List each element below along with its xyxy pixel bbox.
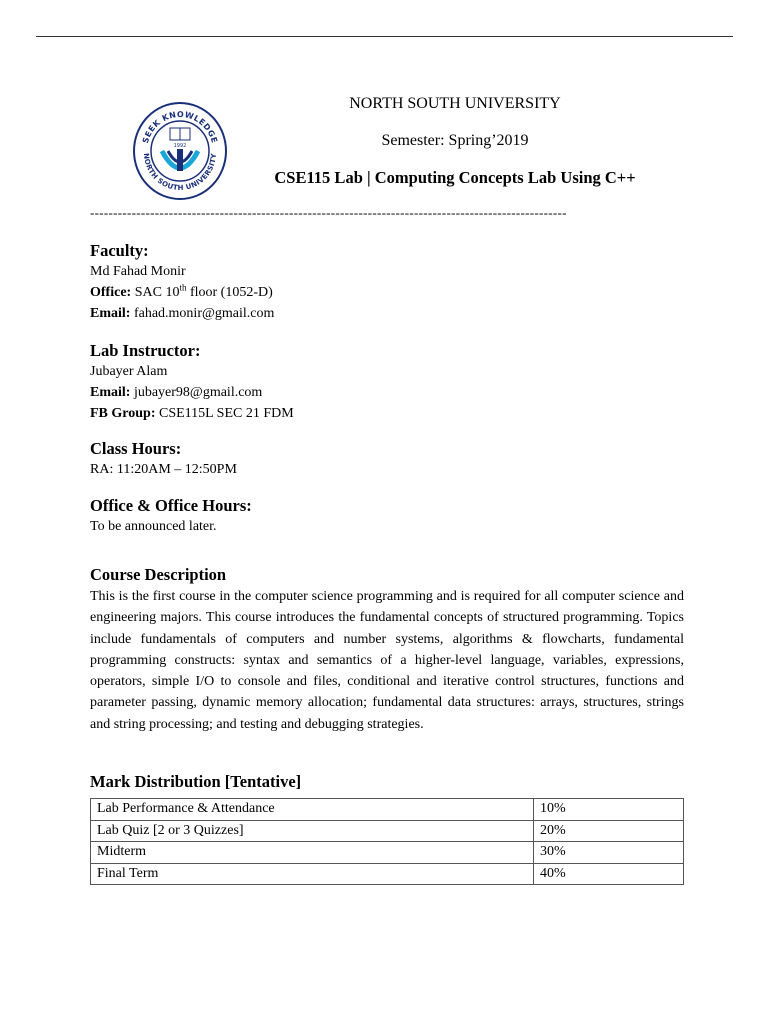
instructor-email-value: jubayer98@gmail.com: [133, 385, 263, 400]
mark-item: Lab Quiz [2 or 3 Quizzes]: [91, 820, 534, 842]
seal-bottom-text: NORTH SOUTH UNIVERSITY: [141, 152, 219, 193]
fb-group: [90, 403, 684, 424]
mark-distribution-heading: Mark Distribution [Tentative]: [90, 772, 302, 791]
office-value-sup: th: [179, 282, 187, 293]
class-hours-section: [90, 439, 684, 480]
course-description-heading: Course Description: [90, 565, 227, 584]
mark-item: Final Term: [91, 863, 534, 885]
faculty-email-label: Email:: [90, 306, 131, 321]
fb-group-label: FB Group:: [90, 406, 156, 421]
dashed-separator: -------------------------------------------------------------------------------------------------------: [90, 205, 567, 220]
fb-group-value: CSE115L SEC 21 FDM: [158, 406, 294, 421]
mark-distribution-section: [90, 772, 684, 885]
office-hours-value: To be announced later.: [90, 519, 217, 534]
instructor-email: [90, 382, 684, 403]
faculty-section: [90, 241, 684, 324]
mark-item: Lab Performance & Attendance: [91, 799, 534, 821]
faculty-name: Md Fahad Monir: [90, 264, 186, 279]
university-seal-logo: [132, 101, 228, 201]
instructor-name: Jubayer Alam: [90, 364, 168, 379]
page-top-rule: [36, 36, 733, 37]
course-description-text: This is the first course in the computer science programming and is required for all computer science and engineering majors. This course introduces the fundamental concepts of structured programming. Topics include fundamentals of computers and number systems, algorithms & flowcharts, fundamental programming constructs: syntax and semantics of a higher-level language, variables, expressions, operators, simple I/O to console and files, conditional and iterative control structures, functions and parameter passing, dynamic memory allocation; fundamental data structures: arrays, structures, strings and string processing; and testing and debugging strategies.: [90, 589, 684, 732]
table-row: [91, 820, 684, 842]
mark-weight: 30%: [534, 842, 684, 864]
class-hours-heading: Class Hours:: [90, 439, 182, 458]
course-description-section: [90, 565, 684, 735]
office-hours-section: [90, 496, 684, 537]
table-row: [91, 799, 684, 821]
faculty-email-value: fahad.monir@gmail.com: [133, 306, 275, 321]
seal-top-text: SEEK KNOWLEDGE: [140, 109, 220, 145]
lab-instructor-section: [90, 341, 684, 424]
instructor-email-label: Email:: [90, 385, 131, 400]
mark-weight: 40%: [534, 863, 684, 885]
faculty-heading: Faculty:: [90, 241, 149, 260]
mark-item: Midterm: [91, 842, 534, 864]
lab-instructor-heading: Lab Instructor:: [90, 341, 201, 360]
semester: Semester: Spring’2019: [381, 132, 529, 149]
faculty-email: [90, 303, 684, 324]
course-title: CSE115 Lab | Computing Concepts Lab Using C++: [274, 168, 636, 187]
mark-weight: 10%: [534, 799, 684, 821]
mark-weight: 20%: [534, 820, 684, 842]
office-hours-heading: Office & Office Hours:: [90, 496, 252, 515]
seal-year: 1992: [173, 143, 187, 149]
table-row: [91, 863, 684, 885]
office-value-pre: SAC 10: [134, 285, 180, 300]
table-row: [91, 842, 684, 864]
office-label: Office:: [90, 285, 132, 300]
mark-distribution-table: [90, 798, 684, 885]
faculty-office: [90, 282, 684, 303]
office-value-post: floor (1052-D): [186, 285, 273, 300]
class-hours-value: RA: 11:20AM – 12:50PM: [90, 462, 237, 477]
university-name: NORTH SOUTH UNIVERSITY: [349, 95, 561, 112]
